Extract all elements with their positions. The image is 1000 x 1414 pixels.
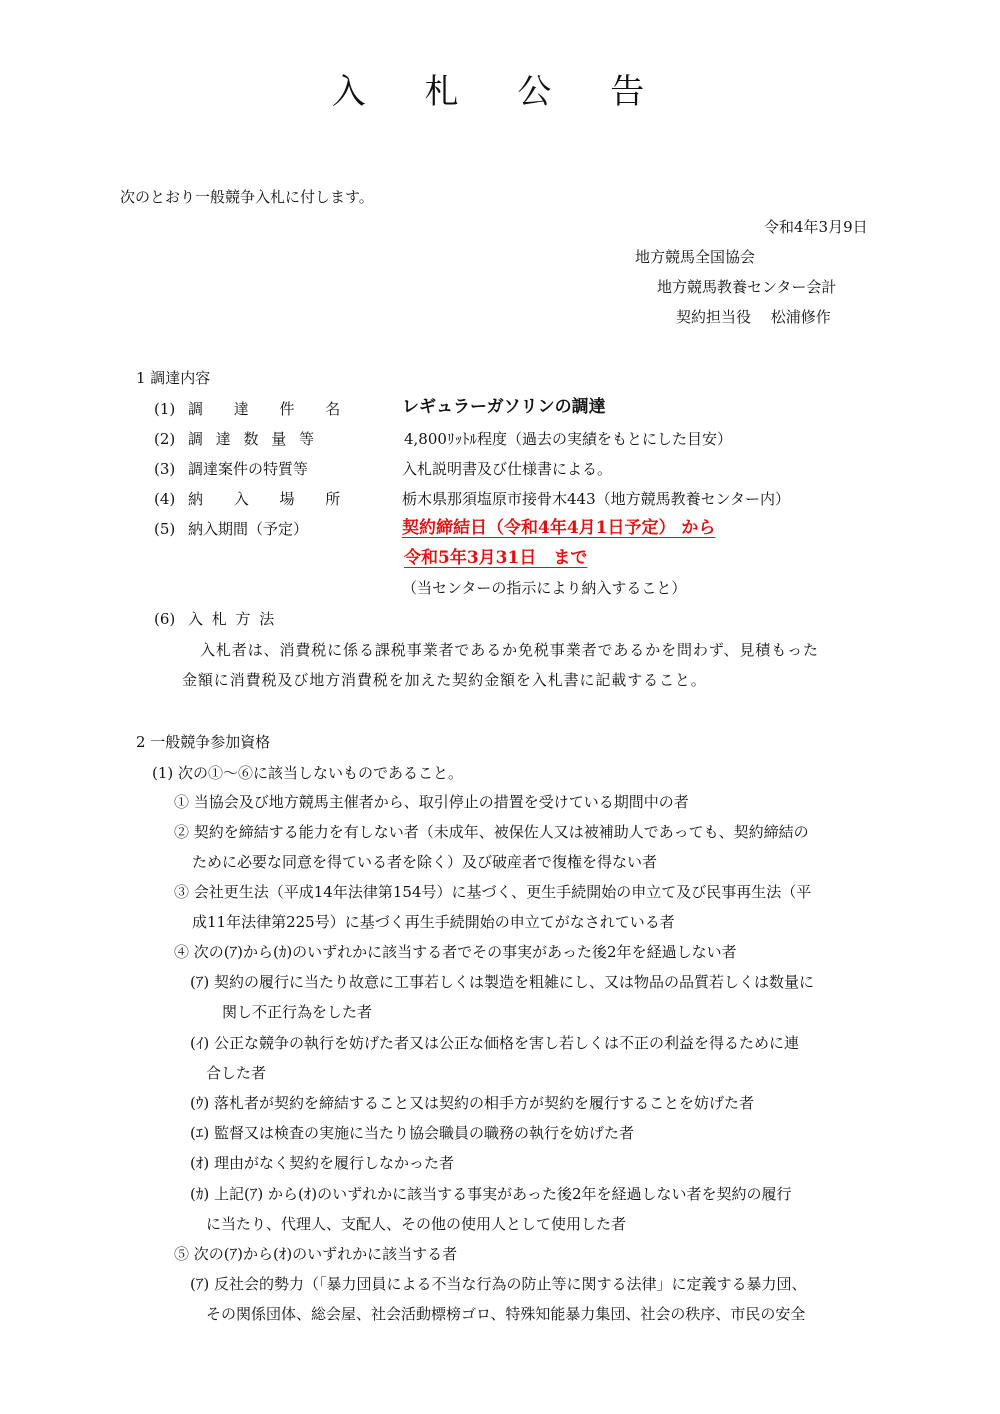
item-label: 調 達 件 名 bbox=[188, 400, 354, 418]
notice-date: 令和4年3月9日 bbox=[764, 218, 868, 236]
item-value: 入札説明書及び仕様書による。 bbox=[402, 460, 613, 478]
eligibility-clause-cont: ために必要な同意を得ている者を除く）及び破産者で復権を得ない者 bbox=[192, 853, 658, 871]
intro-text: 次のとおり一般競争入札に付します。 bbox=[120, 188, 374, 206]
bid-method-line: 入札者は、消費税に係る課税事業者であるか免税事業者であるかを問わず、見積もった bbox=[200, 641, 819, 659]
subclause-cont: その関係団体、総会屋、社会活動標榜ゴロ、特殊知能暴力集団、社会の秩序、市民の安全 bbox=[206, 1305, 806, 1323]
item-number: (5) bbox=[154, 520, 176, 538]
subclause: (ｱ) 反社会的勢力（「暴力団員による不当な行為の防止等に関する法律」に定義する暴力団、 bbox=[190, 1275, 807, 1293]
item-label: 納 入 場 所 bbox=[188, 490, 354, 508]
item-label: 納入期間（予定） bbox=[188, 520, 309, 538]
eligibility-clause: ⑤ 次の(ｱ)から(ｵ)のいずれかに該当する者 bbox=[174, 1245, 458, 1263]
section-2-heading: 2 一般競争参加資格 bbox=[136, 733, 271, 751]
item-value: 栃木県那須塩原市接骨木443（地方競馬教養センター内） bbox=[402, 490, 791, 508]
item-number: (6) bbox=[154, 610, 176, 628]
subclause: (ｶ) 上記(ｱ) から(ｵ)のいずれかに該当する事実があった後2年を経過しない者を契約の履行 bbox=[190, 1185, 792, 1203]
issuer-accounting: 地方競馬教養センター会計 bbox=[657, 278, 837, 296]
subclause: (ｲ) 公正な競争の執行を妨げた者又は公正な価格を害し若しくは不正の利益を得るために連 bbox=[190, 1034, 799, 1052]
item-number: (1) bbox=[154, 400, 176, 418]
eligibility-clause: ② 契約を締結する能力を有しない者（未成年、被保佐人又は被補助人であっても、契約締結の bbox=[174, 823, 809, 841]
item-number: (2) bbox=[154, 430, 176, 448]
item-number: (4) bbox=[154, 490, 176, 508]
item-number: (3) bbox=[154, 460, 176, 478]
item-value: 4,800ﾘｯﾄﾙ程度（過去の実績をもとにした目安） bbox=[404, 430, 732, 448]
delivery-note: （当センターの指示により納入すること） bbox=[402, 579, 687, 597]
subclause: (ｵ) 理由がなく契約を履行しなかった者 bbox=[190, 1154, 454, 1172]
document-title: 入 札 公 告 bbox=[331, 72, 669, 112]
subclause: (ｳ) 落札者が契約を締結すること又は契約の相手方が契約を履行することを妨げた者 bbox=[190, 1094, 754, 1112]
item-value-title: レギュラーガソリンの調達 bbox=[402, 397, 606, 417]
subclause: (ｴ) 監督又は検査の実施に当たり協会職員の職務の執行を妨げた者 bbox=[190, 1124, 634, 1142]
subclause: (ｱ) 契約の履行に当たり故意に工事若しくは製造を粗雑にし、又は物品の品質若しくは数量に bbox=[190, 973, 814, 991]
issuer-officer: 契約担当役 松浦修作 bbox=[676, 308, 831, 326]
delivery-period-end: 令和5年3月31日 まで bbox=[404, 548, 588, 568]
issuer-org: 地方競馬全国協会 bbox=[635, 248, 756, 266]
eligibility-clause: ④ 次の(ｱ)から(ｶ)のいずれかに該当する者でその事実があった後2年を経過しない者 bbox=[174, 943, 737, 961]
subclause-cont: 関し不正行為をした者 bbox=[222, 1003, 373, 1021]
item-label: 調達案件の特質等 bbox=[188, 460, 309, 478]
delivery-period-start: 契約締結日（令和4年4月1日予定） から bbox=[402, 518, 716, 538]
subclause-cont: 合した者 bbox=[206, 1064, 267, 1082]
eligibility-paragraph: (1) 次の①～⑥に該当しないものであること。 bbox=[152, 764, 464, 782]
item-label: 入 札 方 法 bbox=[188, 610, 277, 628]
subclause-cont: に当たり、代理人、支配人、その他の使用人として使用した者 bbox=[206, 1215, 627, 1233]
bid-method-line: 金額に消費税及び地方消費税を加えた契約金額を入札書に記載すること。 bbox=[182, 671, 707, 689]
section-1-heading: 1 調達内容 bbox=[136, 369, 211, 387]
eligibility-clause: ① 当協会及び地方競馬主催者から、取引停止の措置を受けている期間中の者 bbox=[174, 793, 689, 811]
item-label: 調 達 数 量 等 bbox=[188, 430, 319, 448]
eligibility-clause: ③ 会社更生法（平成14年法律第154号）に基づく、更生手続開始の申立て及び民事再生法（平 bbox=[174, 883, 812, 901]
eligibility-clause-cont: 成11年法律第225号）に基づく再生手続開始の申立てがなされている者 bbox=[192, 913, 675, 931]
